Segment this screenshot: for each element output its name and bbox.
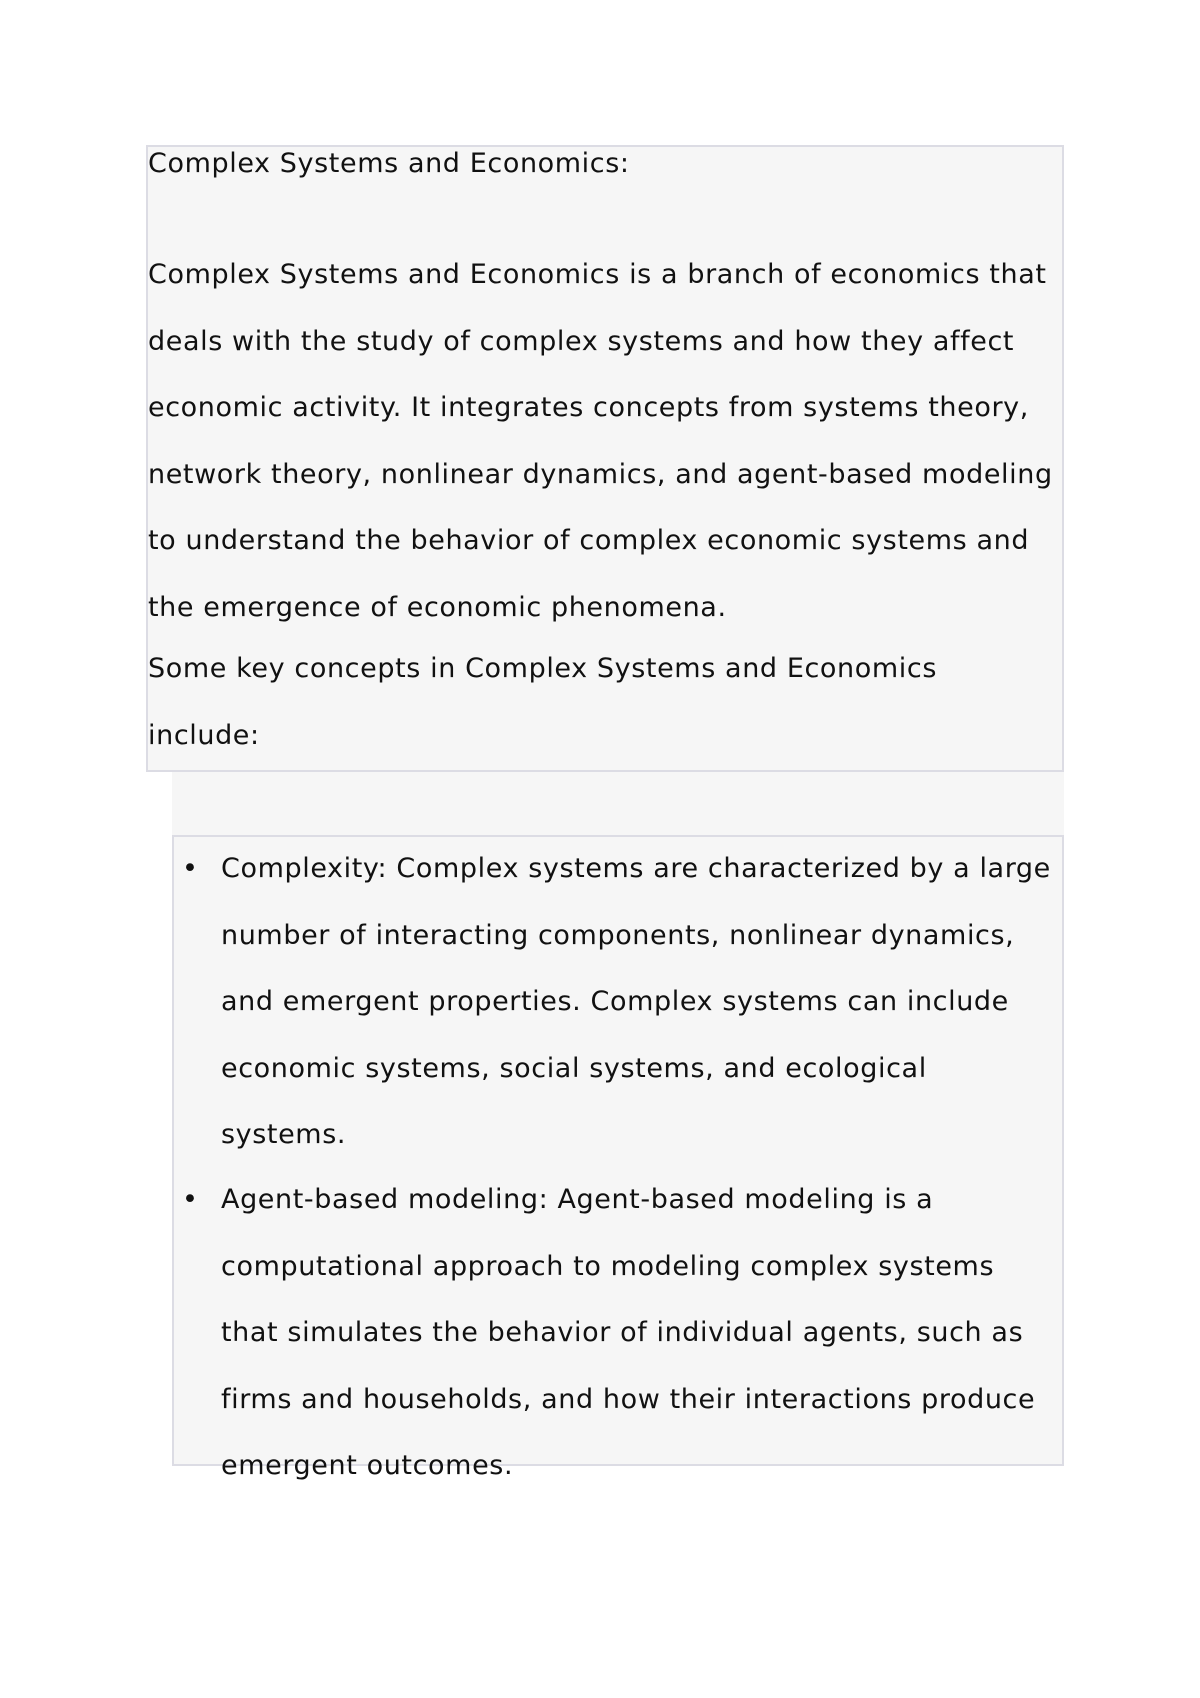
lead-in-line: Some key concepts in Complex Systems and Economics	[148, 653, 937, 684]
lead-in-line: include:	[148, 719, 260, 751]
document-heading: Complex Systems and Economics:	[148, 148, 630, 179]
list-item-line: Complexity: Complex systems are characterized by a large	[221, 853, 1051, 884]
intro-line: the emergence of economic phenomena.	[148, 591, 727, 623]
list-top-spacer	[172, 772, 1064, 835]
lead-in-paragraph	[148, 636, 937, 769]
list-item-line: number of interacting components, nonlinear dynamics,	[221, 919, 1015, 951]
list-item-text	[221, 1167, 1035, 1500]
list-item-line: and emergent properties. Complex systems can include	[221, 986, 1009, 1017]
intro-block	[146, 145, 1064, 772]
list-item-line: computational approach to modeling complex systems	[221, 1250, 995, 1282]
list-item-line: systems.	[221, 1119, 347, 1150]
list-item-line: that simulates the behavior of individual agents, such as	[221, 1317, 1024, 1348]
list-item-line: Agent-based modeling: Agent-based modeling is a	[221, 1184, 934, 1215]
list-item-line: emergent outcomes.	[221, 1450, 514, 1481]
intro-line: network theory, nonlinear dynamics, and agent-based modeling	[148, 458, 1053, 490]
intro-paragraph	[148, 242, 1053, 641]
intro-line: Complex Systems and Economics is a branch of economics that	[148, 259, 1047, 290]
intro-line: deals with the study of complex systems and how they affect	[148, 325, 1015, 357]
list-item-line: economic systems, social systems, and ecological	[221, 1052, 927, 1084]
list-item-text	[221, 836, 1051, 1169]
bullet-icon: •	[182, 853, 198, 884]
intro-line: economic activity. It integrates concepts from systems theory,	[148, 392, 1029, 423]
concepts-list	[172, 835, 1064, 1481]
intro-line: to understand the behavior of complex economic systems and	[148, 525, 1030, 556]
bullet-icon: •	[182, 1184, 198, 1215]
list-item-line: firms and households, and how their interactions produce	[221, 1383, 1036, 1415]
